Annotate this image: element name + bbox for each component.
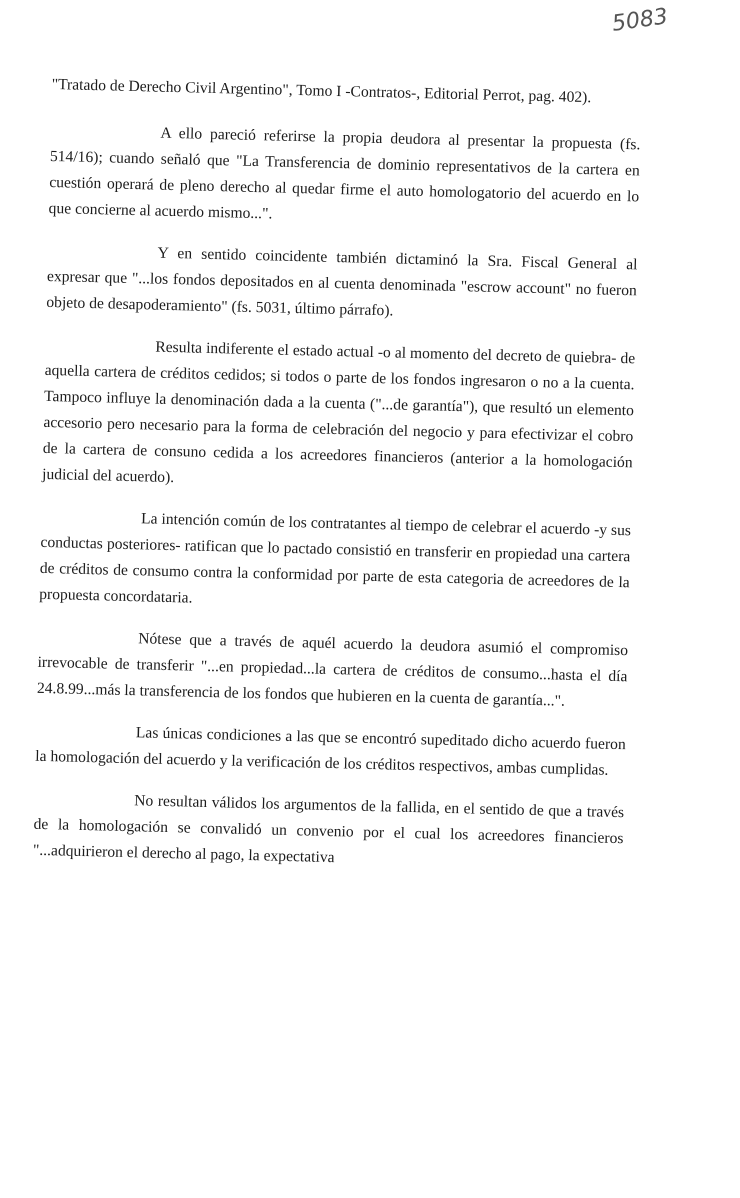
paragraph-4: Resulta indiferente el estado actual -o al momento del decreto de quiebra- de aquella cartera de créditos cedidos; si todos o parte de los fondos ingresaron o no a la cuenta. Tampoco influye la denominación dada a la cuenta ("...de garantía"), que resultó un elemento accesorio pero necesario para la forma de celebración del negocio y para efectivizar el cobro de la cartera de consuno cedida a los acreedores financieros (anterior a la homologación judicial del acuerdo).: [41, 338, 636, 487]
folio-number: 5083: [610, 4, 670, 37]
document-body: [32, 72, 642, 894]
paragraph-7: Las únicas condiciones a las que se encontró supeditado dicho acuerdo fueron la homologación del acuerdo y la verificación de los créditos respectivos, ambas cumplidas.: [35, 724, 626, 779]
paragraph-3: Y en sentido coincidente también dictaminó la Sra. Fiscal General al expresar que "...los fondos depositados en al cuenta denominada "escrow account" no fueron objeto de desapoderamiento" (fs. 5031, último párrafo).: [46, 244, 638, 320]
paragraph-1: "Tratado de Derecho Civil Argentino", Tomo I -Contratos-, Editorial Perrot, pag. 402).: [51, 75, 592, 107]
paragraph-2: A ello pareció referirse la propia deudora al presentar la propuesta (fs. 514/16); cuando señaló que "La Transferencia de dominio representativos de la cartera en cuestión operará de pleno derecho al quedar firme el auto homologatorio del acuerdo en lo que concierne al acuerdo mismo...".: [48, 124, 641, 223]
paragraph-5: La intención común de los contratantes al tiempo de celebrar el acuerdo -y sus conductas posteriores- ratifican que lo pactado consistió en transferir en propiedad una cartera de créditos de consumo contra la conformidad por parte de esta categoria de acreedores de la propuesta concordataria.: [39, 510, 632, 607]
paragraph-6: Nótese que a través de aquél acuerdo la deudora asumió el compromiso irrevocable de transferir "...en propiedad...la cartera de créditos de consumo...hasta el día 24.8.99...más la transferencia de los fondos que hubieren en la cuenta de garantía...".: [36, 630, 629, 710]
paragraph-8: No resultan válidos los argumentos de la fallida, en el sentido de que a través de la homologación se convalidó un convenio por el cual los acreedores financieros "...adquirieron el derecho al pago, la expectativa: [32, 792, 625, 867]
